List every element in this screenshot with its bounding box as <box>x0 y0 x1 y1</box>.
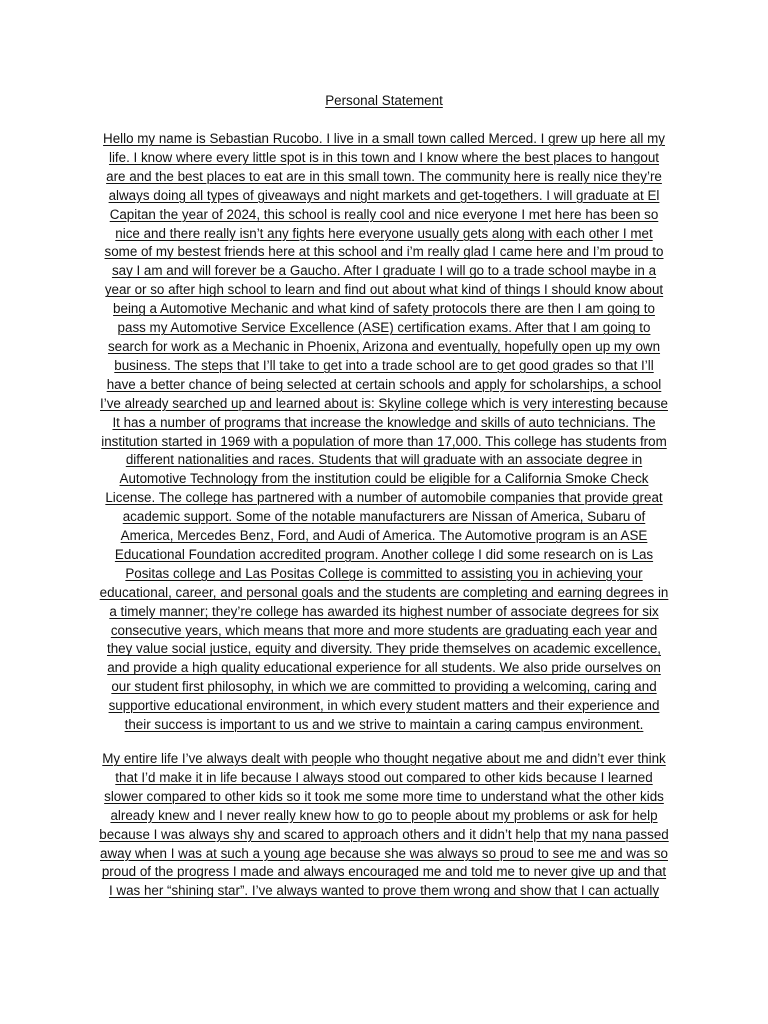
text-line: have a better chance of being selected at certain schools and apply for scholarships, a school <box>106 376 662 392</box>
text-line: search for work as a Mechanic in Phoenix, Arizona and eventually, hopefully open up my own <box>107 338 661 354</box>
paragraph-1 <box>88 130 680 735</box>
text-line: life. I know where every little spot is in this town and I know where the best places to hangout <box>108 149 660 165</box>
text-line: consecutive years, which means that more and more students are graduating each year and <box>110 622 658 638</box>
document-title-block <box>0 92 768 111</box>
text-line: some of my bestest friends here at this school and i’m really glad I came here and I’m proud to <box>104 244 664 260</box>
text-line: It has a number of programs that increase the knowledge and skills of auto technicians. The <box>112 414 656 430</box>
text-line: they value social justice, equity and diversity. They pride themselves on academic excellence, <box>106 641 661 657</box>
text-line: away when I was at such a young age because she was always so proud to see me and was so <box>100 845 668 861</box>
text-line: I’ve already searched up and learned about is: Skyline college which is very interesting because <box>100 395 668 411</box>
text-line: supportive educational environment, in which every student matters and their experience and <box>108 698 660 714</box>
document-title: Personal Statement <box>325 93 443 108</box>
text-line: academic support. Some of the notable manufacturers are Nissan of America, Subaru of <box>122 509 646 525</box>
text-line: different nationalities and races. Students that will graduate with an associate degree in <box>125 452 643 468</box>
text-line: My entire life I’ve always dealt with people who thought negative about me and didn’t ever think <box>102 751 666 766</box>
text-line: America, Mercedes Benz, Ford, and Audi of America. The Automotive program is an ASE <box>120 528 648 544</box>
text-line: always doing all types of giveaways and night markets and get-togethers. I will graduate at El <box>108 187 660 203</box>
text-line: I was her “shining star”. I’ve always wanted to prove them wrong and show that I can actually <box>108 883 660 899</box>
text-line: Automotive Technology from the institution could be eligible for a California Smoke Check <box>119 471 649 487</box>
text-line: proud of the progress I made and always encouraged me and told me to never give up and that <box>101 864 667 880</box>
paragraph-2 <box>88 750 680 901</box>
text-line: are and the best places to eat are in this small town. The community here is really nice they’re <box>106 168 662 184</box>
text-line: pass my Automotive Service Excellence (ASE) certification exams. After that I am going to <box>117 320 651 336</box>
text-line: Hello my name is Sebastian Rucobo. I live in a small town called Merced. I grew up here all my <box>103 131 665 146</box>
text-line: a timely manner; they’re college has awarded its highest number of associate degrees for six <box>109 603 659 619</box>
text-line: already knew and I never really knew how to go to people about my problems or ask for help <box>110 807 658 823</box>
text-line: being a Automotive Mechanic and what kind of safety protocols there are then I am going to <box>113 301 655 317</box>
text-line: nice and there really isn’t any fights here everyone usually gets along with each other I met <box>115 225 653 241</box>
text-line: year or so after high school to learn and find out about what kind of things I should know about <box>104 282 664 298</box>
text-line: and provide a high quality educational experience for all students. We also pride ourselves on <box>107 660 661 676</box>
text-line: License. The college has partnered with a number of automobile companies that provide great <box>105 490 663 506</box>
text-line: Educational Foundation accredited program. Another college I did some research on is Las <box>114 546 654 562</box>
text-line: educational, career, and personal goals and the students are completing and earning degrees in <box>99 584 669 600</box>
text-line: our student first philosophy, in which we are committed to providing a welcoming, caring and <box>111 679 657 695</box>
text-line: business. The steps that I’ll take to get into a trade school are to get good grades so that I’ll <box>114 357 654 373</box>
text-line: institution started in 1969 with a population of more than 17,000. This college has students from <box>101 433 667 449</box>
text-line: slower compared to other kids so it took me some more time to understand what the other kids <box>104 788 664 804</box>
text-line: that I’d make it in life because I always stood out compared to other kids because I learned <box>115 769 653 785</box>
text-line: their success is important to us and we strive to maintain a caring campus environment. <box>124 717 644 733</box>
text-line: Positas college and Las Positas College is committed to assisting you in achieving your <box>125 565 643 581</box>
text-line: say I am and will forever be a Gaucho. After I graduate I will go to a trade school maybe in a <box>111 263 657 279</box>
text-line: Capitan the year of 2024, this school is really cool and nice everyone I met here has been so <box>109 206 659 222</box>
text-line: because I was always shy and scared to approach others and it didn’t help that my nana passed <box>99 826 669 842</box>
